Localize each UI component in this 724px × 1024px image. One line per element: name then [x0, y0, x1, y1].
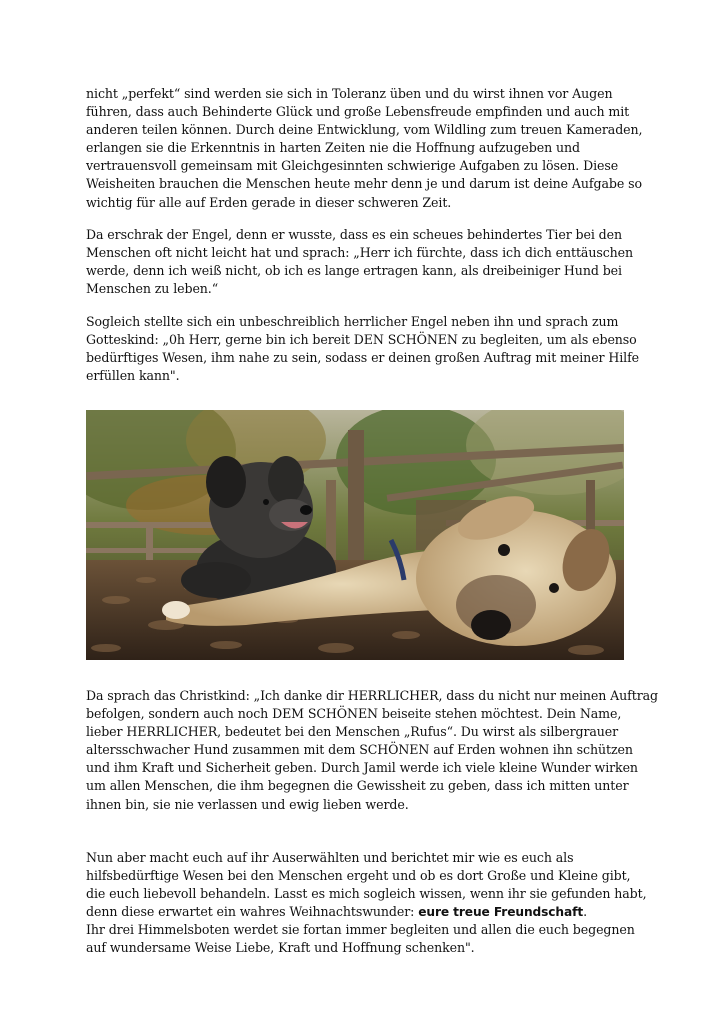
paragraph-3-line: Gotteskind: „0h Herr, gerne bin ich bereit DEN SCHÖNEN zu begleiten, um als ebenso — [86, 332, 637, 348]
paragraph-3-line: erfüllen kann". — [86, 368, 180, 384]
paragraph-4-line: befolgen, sondern auch noch DEM SCHÖNEN beiseite stehen möchtest. Dein Name, — [86, 706, 622, 722]
paragraph-4-line: lieber HERRLICHER, bedeutet bei den Menschen „Rufus“. Du wirst als silbergrauer — [86, 724, 619, 740]
paragraph-5-line: auf wundersame Weise Liebe, Kraft und Hoffnung schenken". — [86, 940, 475, 956]
paragraph-4-line: um allen Menschen, die ihm begegnen die Gewissheit zu geben, dass ich mitten unter — [86, 778, 629, 794]
paragraph-3 — [86, 313, 642, 385]
paragraph-4-line: ihnen bin, sie nie verlassen und ewig lieben werde. — [86, 796, 409, 812]
paragraph-5-line: hilfsbedürftige Wesen bei den Menschen ergeht und ob es dort Große und Kleine gibt, — [86, 868, 631, 884]
paragraph-1-line: Weisheiten brauchen die Menschen heute mehr denn je und darum ist deine Aufgabe so — [86, 176, 642, 192]
paragraph-4-line: altersschwacher Hund zusammen mit dem SCHÖNEN auf Erden wohnen ihn schützen — [86, 742, 633, 758]
paragraph-2-line: Menschen zu leben.“ — [86, 281, 219, 297]
paragraph-4-line: Da sprach das Christkind: „Ich danke dir HERRLICHER, dass du nicht nur meinen Auftrag — [86, 688, 658, 703]
paragraph-1-line: erlangen sie die Erkenntnis in harten Zeiten nie die Hoffnung aufzugeben und — [86, 140, 580, 156]
paragraph-5-line: Ihr drei Himmelsboten werdet sie fortan immer begleiten und allen die euch begegnen — [86, 922, 635, 938]
paragraph-2-line: Da erschrak der Engel, denn er wusste, dass es ein scheues behindertes Tier bei den — [86, 227, 622, 242]
emphasis-friendship: eure treue Freundschaft — [418, 905, 584, 920]
paragraph-5-line: Nun aber macht euch auf ihr Auserwählten und berichtet mir wie es euch als — [86, 850, 574, 865]
paragraph-4-line: und ihm Kraft und Sicherheit geben. Durch Jamil werde ich viele kleine Wunder wirken — [86, 760, 638, 776]
dogs-photo — [86, 410, 624, 660]
paragraph-1-line: wichtig für alle auf Erden gerade in dieser schweren Zeit. — [86, 194, 452, 210]
paragraph-1 — [86, 85, 642, 212]
paragraph-2 — [86, 226, 642, 298]
paragraph-4 — [86, 687, 658, 814]
paragraph-1-line: vertrauensvoll gemeinsam mit Gleichgesinnten schwierige Aufgaben zu lösen. Diese — [86, 158, 619, 174]
paragraph-5-line-with-emphasis — [86, 903, 642, 921]
paragraph-5-line: die euch liebevoll behandeln. Lasst es mich sogleich wissen, wenn ihr sie gefunden habt, — [86, 886, 647, 902]
paragraph-2-line: Menschen oft nicht leicht hat und sprach: „Herr ich fürchte, dass ich dich enttäuschen — [86, 245, 634, 261]
paragraph-5 — [86, 849, 647, 958]
paragraph-3-line: bedürftiges Wesen, ihm nahe zu sein, sodass er deinen großen Auftrag mit meiner Hilfe — [86, 350, 640, 366]
paragraph-5-line4-prefix: denn diese erwartet ein wahres Weihnachtswunder: — [86, 904, 419, 920]
paragraph-2-line: werde, denn ich weiß nicht, ob ich es lange ertragen kann, als dreibeiniger Hund bei — [86, 263, 622, 279]
paragraph-3-line: Sogleich stellte sich ein unbeschreiblich herrlicher Engel neben ihn und sprach zum — [86, 314, 619, 329]
paragraph-1-line: anderen teilen können. Durch deine Entwicklung, vom Wildling zum treuen Kameraden, — [86, 122, 643, 138]
paragraph-5-line4-suffix: . — [583, 904, 587, 920]
paragraph-1-line: führen, dass auch Behinderte Glück und große Lebensfreude empfinden und auch mit — [86, 104, 630, 120]
paragraph-1-line: nicht „perfekt“ sind werden sie sich in Toleranz üben und du wirst ihnen vor Augen — [86, 86, 613, 101]
